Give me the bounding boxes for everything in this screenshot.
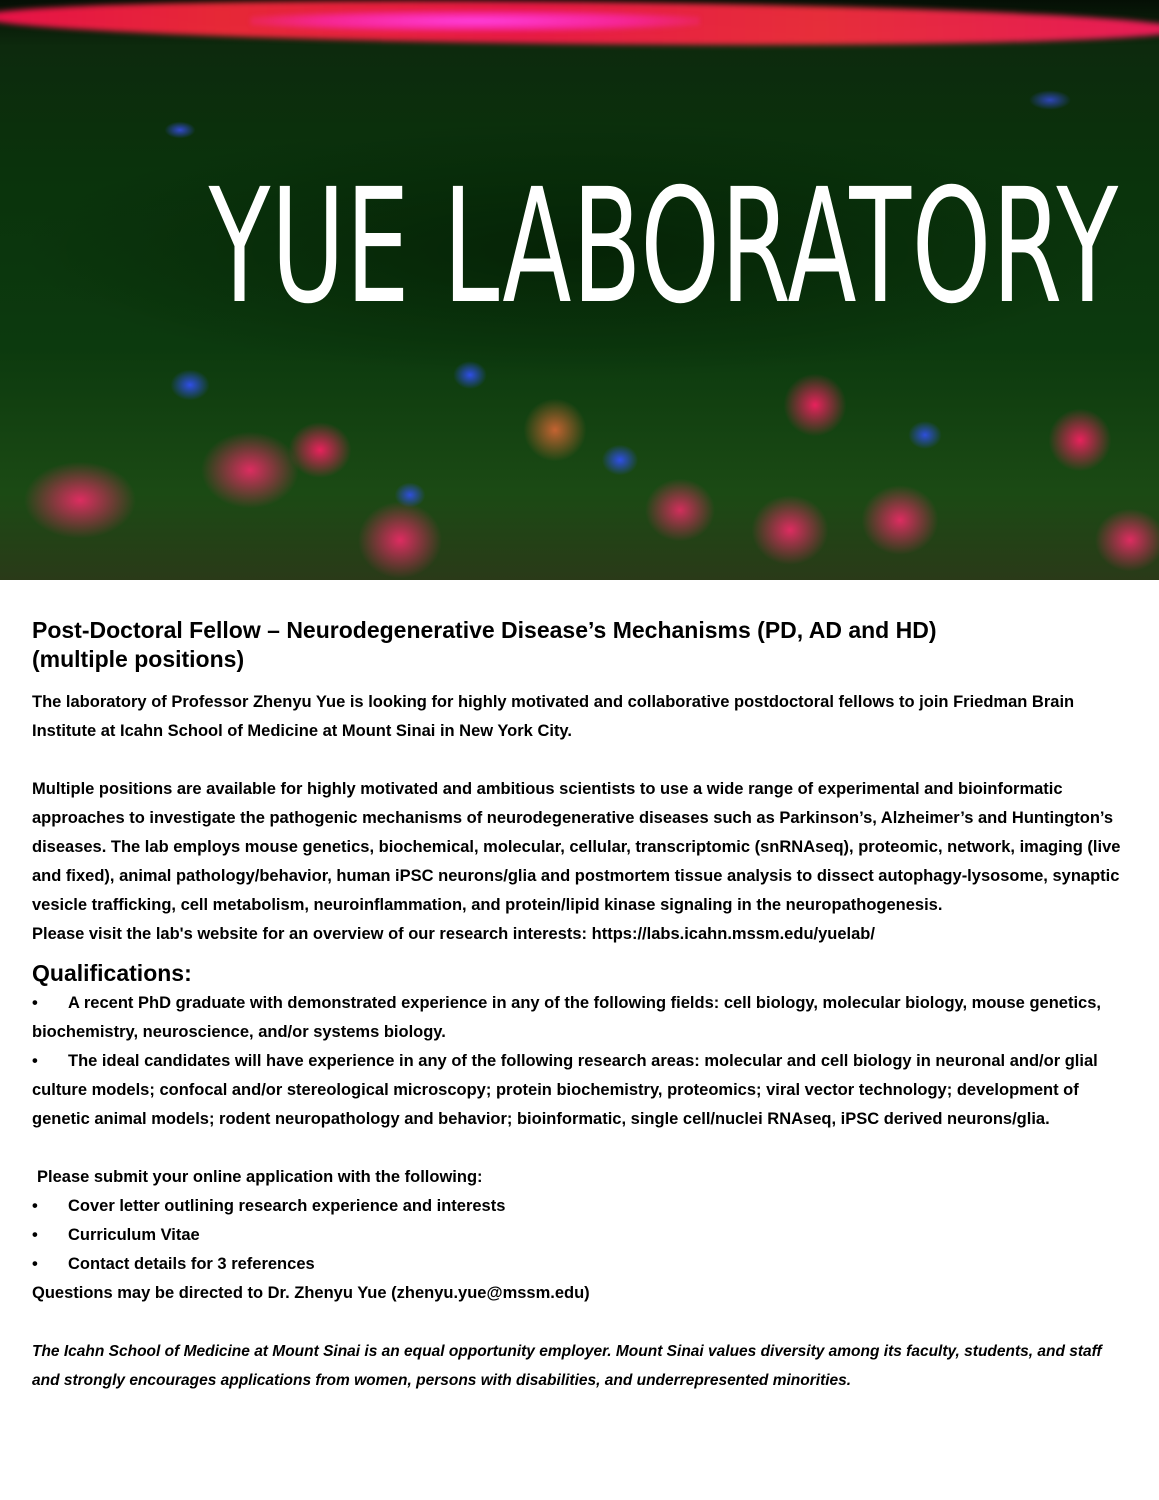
application-item-text: Curriculum Vitae: [68, 1226, 200, 1244]
qualification-item: [32, 989, 1127, 1047]
application-item: [32, 1192, 1127, 1221]
eeo-statement: The Icahn School of Medicine at Mount Sinai is an equal opportunity employer. Mount Sinai values diversity among its faculty, students, and staff and strongly encourages applications from women, persons with disabilities, and underrepresented minorities.: [32, 1343, 1102, 1389]
hero-band-highlight: [250, 10, 700, 32]
bullet-icon: •: [32, 1255, 38, 1273]
posting-title-line2: (multiple positions): [32, 646, 245, 672]
contact-line: Questions may be directed to Dr. Zhenyu Yue (zhenyu.yue@mssm.edu): [32, 1284, 590, 1302]
posting-content: [32, 616, 1127, 1395]
qualification-text: A recent PhD graduate with demonstrated experience in any of the following fields: cell biology, molecular biology, mouse genetics, biochemistry, neuroscience, and/or systems biology.: [32, 994, 1101, 1041]
description-paragraph: Multiple positions are available for highly motivated and ambitious scientists to use a wide range of experimental and bioinformatic approaches to investigate the pathogenic mechanisms of neurodegenerative diseases such as Parkinson’s, Alzheimer’s and Huntington’s diseases. The lab employs mouse genetics, biochemical, molecular, cellular, transcriptomic (snRNAseq), proteomic, network, imaging (live and fixed), animal pathology/behavior, human iPSC neurons/glia and postmortem tissue analysis to dissect autophagy-lysosome, synaptic vesicle trafficking, cell metabolism, neuroinflammation, and protein/lipid kinase signaling in the neuropathogenesis.: [32, 780, 1121, 914]
application-intro: Please submit your online application with the following:: [37, 1168, 483, 1186]
hero-banner: [0, 0, 1159, 580]
intro-paragraph: The laboratory of Professor Zhenyu Yue is looking for highly motivated and collaborative postdoctoral fellows to join Friedman Brain Institute at Icahn School of Medicine at Mount Sinai in New York City.: [32, 693, 1075, 740]
bullet-icon: •: [32, 1197, 38, 1215]
lab-title: YUE LABORATORY: [208, 155, 1119, 339]
website-line: Please visit the lab's website for an overview of our research interests: https://labs.icahn.mssm.edu/yuelab/: [32, 925, 875, 943]
application-item: [32, 1221, 1127, 1250]
qualification-text: The ideal candidates will have experience in any of the following research areas: molecular and cell biology in neuronal and/or glial culture models; confocal and/or stereological microscopy; protein biochemistry, proteomics; viral vector technology; development of genetic animal models; rodent neuropathology and behavior; bioinformatic, single cell/nuclei RNAseq, iPSC derived neurons/glia.: [32, 1052, 1098, 1128]
posting-title: [32, 616, 1127, 674]
bullet-icon: •: [32, 994, 38, 1012]
application-item-text: Cover letter outlining research experience and interests: [68, 1197, 506, 1215]
application-item-text: Contact details for 3 references: [68, 1255, 315, 1273]
bullet-icon: •: [32, 1052, 38, 1070]
qualifications-heading: Qualifications:: [32, 960, 192, 986]
qualification-item: [32, 1047, 1127, 1134]
bullet-icon: •: [32, 1226, 38, 1244]
application-item: [32, 1250, 1127, 1279]
posting-title-line1: Post-Doctoral Fellow – Neurodegenerative Disease’s Mechanisms (PD, AD and HD): [32, 617, 937, 643]
